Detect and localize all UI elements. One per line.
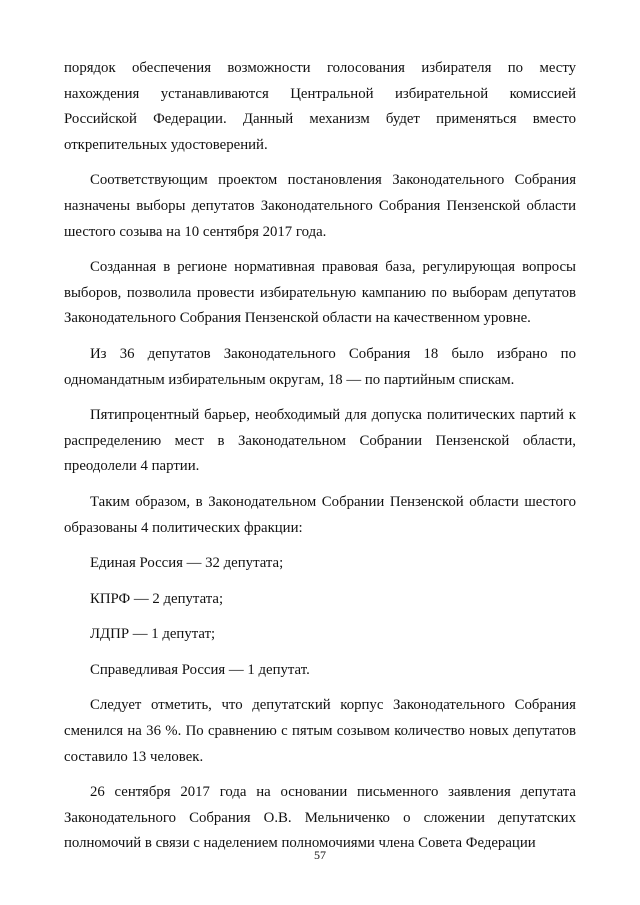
faction-item-kprf: КПРФ — 2 депутата; bbox=[90, 590, 224, 607]
paragraph-factions-intro: Таким образом, в Законодательном Собрании Пензенской области шестого образованы 4 политических фракции: bbox=[64, 493, 576, 536]
faction-item-united-russia: Единая Россия — 32 депутата; bbox=[90, 555, 284, 572]
page-number: 57 bbox=[314, 848, 326, 862]
paragraph-legal-base: Созданная в регионе нормативная правовая база, регулирующая вопросы выборов, позволила провести избирательную кампанию по выборам депутатов Законодательного Собрания Пензенской области на качественном уровне. bbox=[64, 259, 576, 327]
paragraph-barrier: Пятипроцентный барьер, необходимый для допуска политических партий к распределению мест в Законодательном Собрании Пензенской области, преодолели 4 партии. bbox=[64, 407, 576, 475]
paragraph-election-date: Соответствующим проектом постановления Законодательного Собрания назначены выборы депутатов Законодательного Собрания Пензенской области шестого созыва на 10 сентября 2017 года. bbox=[64, 172, 576, 240]
paragraph-deputies-count: Из 36 депутатов Законодательного Собрания 18 было избрано по одномандатным избирательным округам, 18 — по партийным спискам. bbox=[64, 345, 576, 388]
paragraph-resignation: 26 сентября 2017 года на основании письменного заявления депутата Законодательного Собрания О.В. Мельниченко о сложении депутатских полномочий в связи с наделением полномочиями члена Совета Федерации bbox=[64, 784, 576, 852]
faction-item-ldpr: ЛДПР — 1 депутат; bbox=[90, 626, 216, 643]
paragraph-continuation: порядок обеспечения возможности голосования избирателя по месту нахождения устанавливаются Центральной избирательной комиссией Российской Федерации. Данный механизм будет применяться вместо открепительных удостоверений. bbox=[64, 60, 576, 153]
paragraph-renewal: Следует отметить, что депутатский корпус Законодательного Собрания сменился на 36 %. По сравнению с пятым созывом количество новых депутатов составило 13 человек. bbox=[64, 697, 576, 765]
faction-item-just-russia: Справедливая Россия — 1 депутат. bbox=[90, 661, 310, 678]
document-body bbox=[64, 56, 576, 857]
